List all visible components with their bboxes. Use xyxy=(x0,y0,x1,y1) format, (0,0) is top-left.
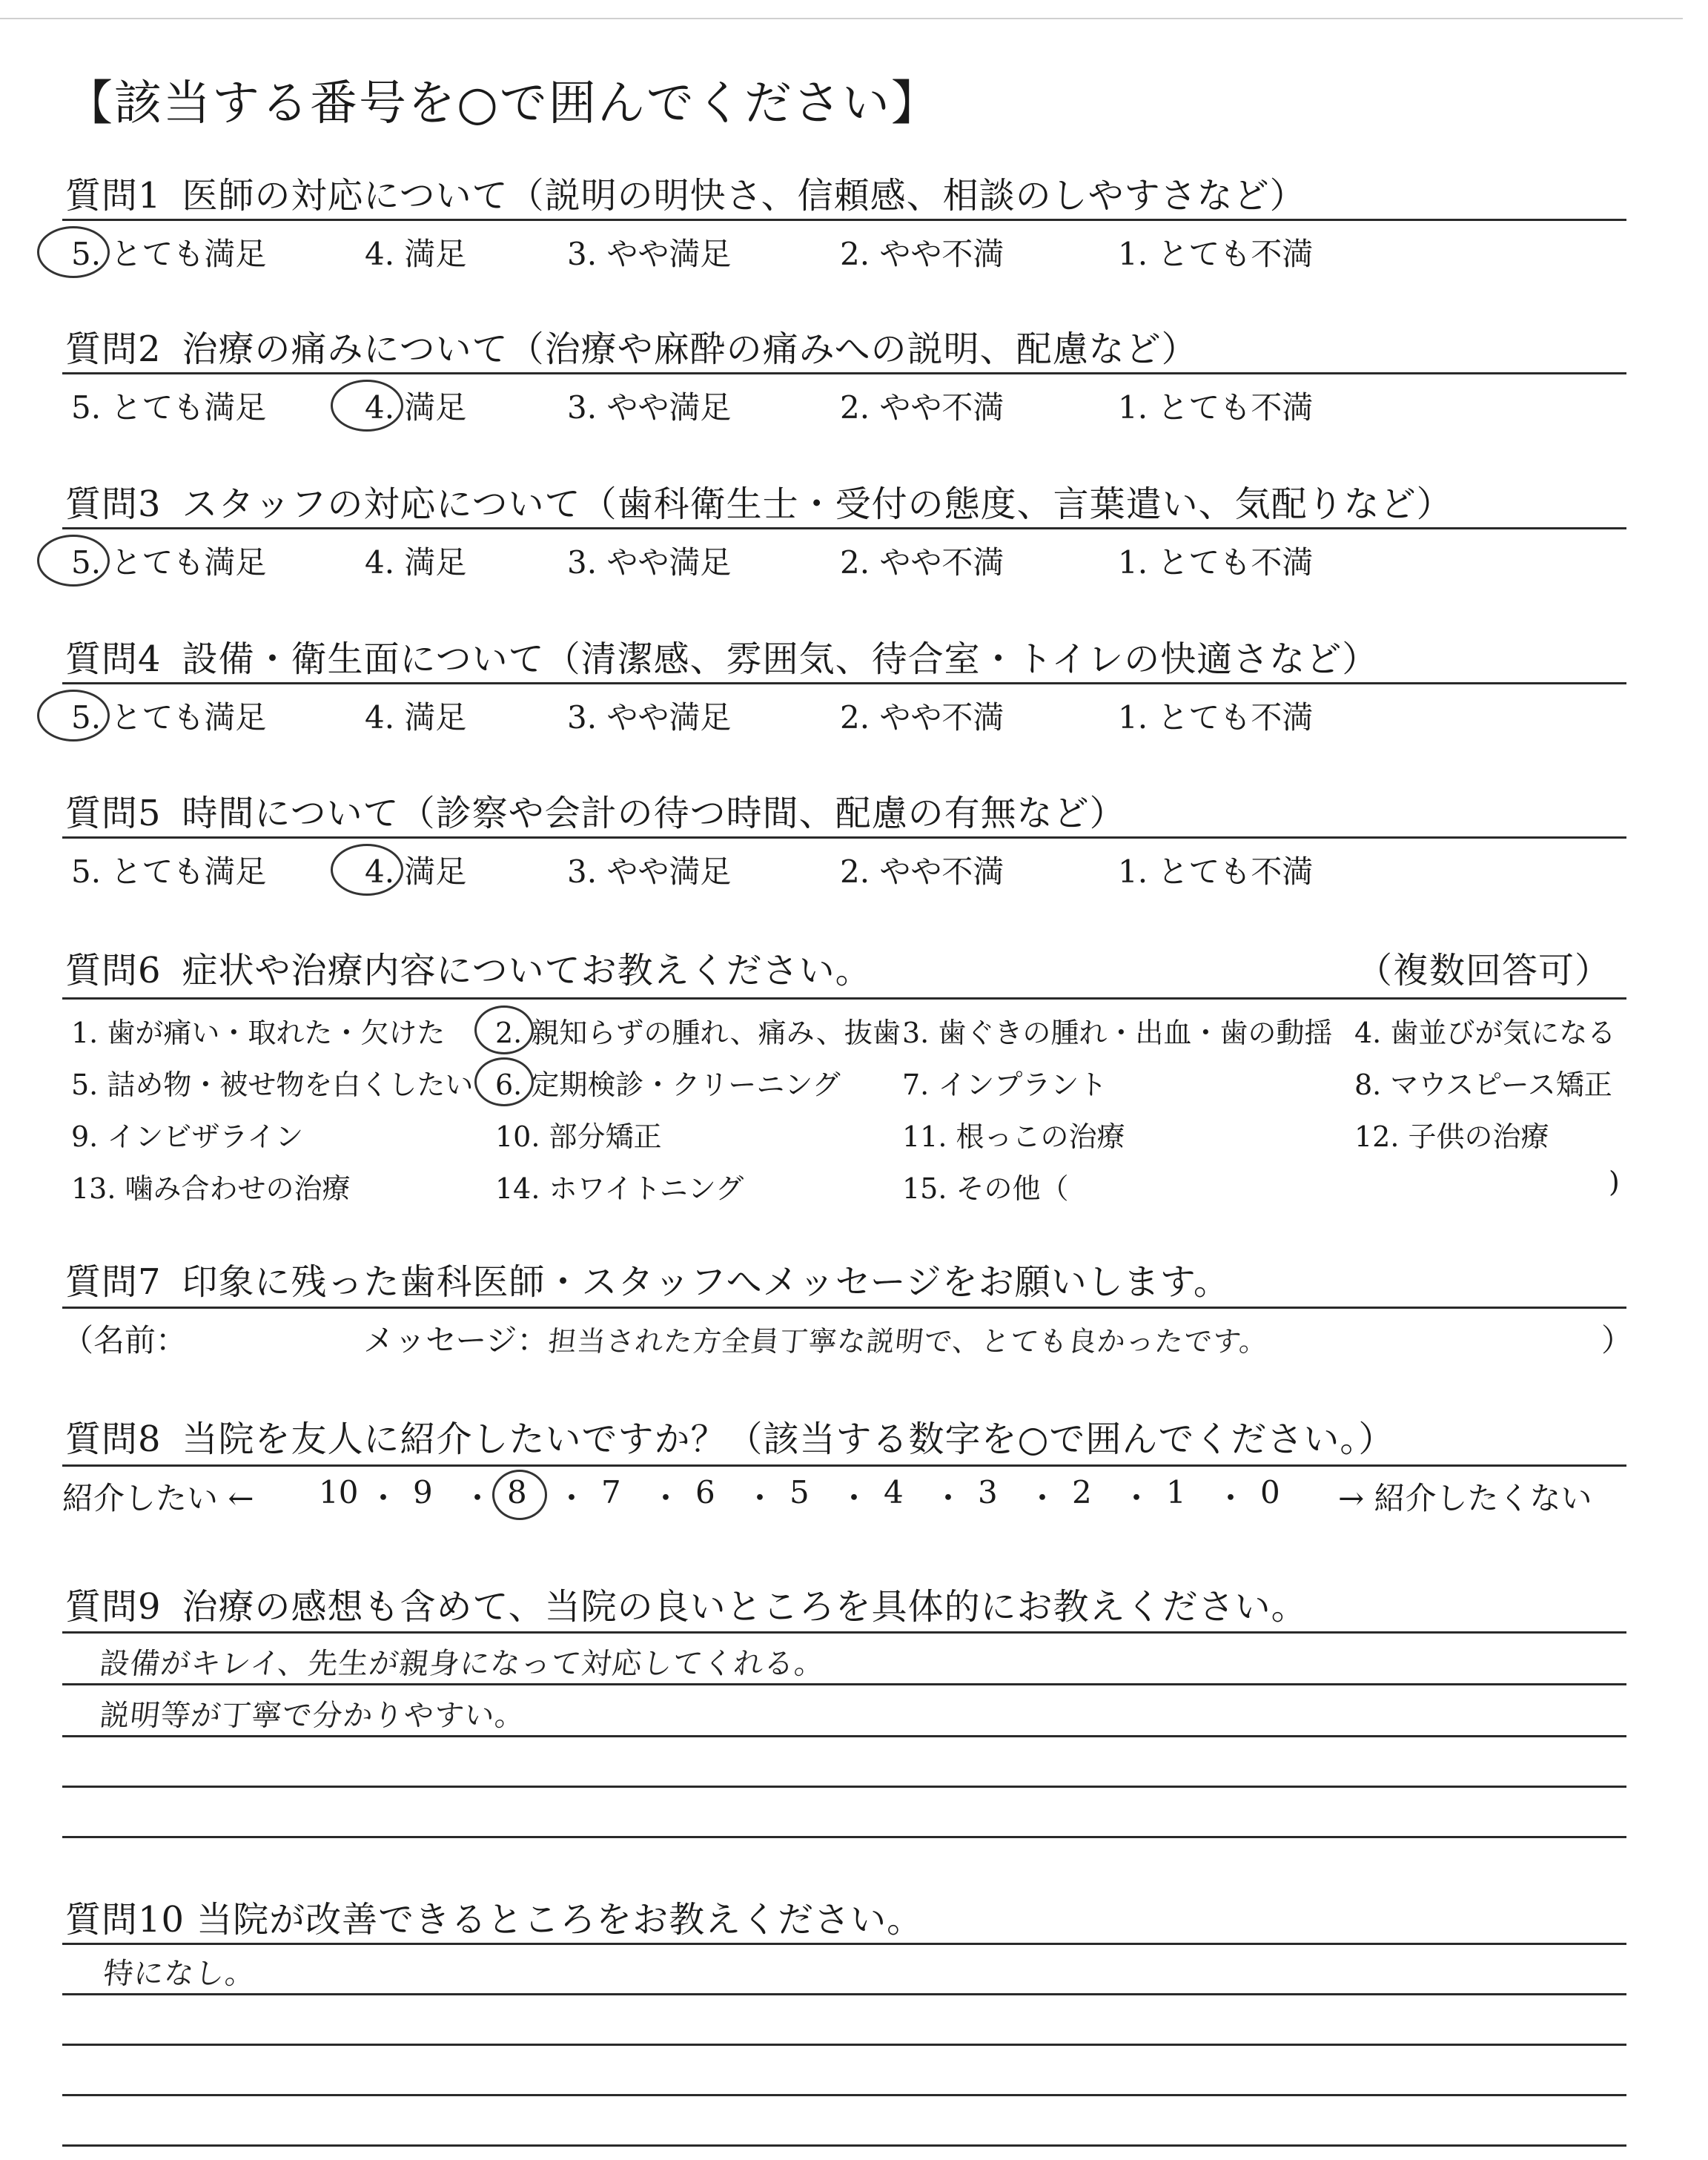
q6-option-14[interactable]: 14. ホワイトニング xyxy=(495,1172,744,1205)
q9-rule-3 xyxy=(62,1735,1626,1737)
q5-title xyxy=(65,785,1126,836)
q9-answer-1: 設備がキレイ、先生が親身になって対応してくれる。 xyxy=(98,1647,827,1681)
q8-scale-separator: ・ xyxy=(744,1480,776,1516)
q8-left-label: 紹介したい ← xyxy=(62,1480,254,1516)
q8-rule xyxy=(62,1464,1626,1467)
q4-option-4[interactable]: 4. 満足 xyxy=(365,699,467,736)
q10-rule-1 xyxy=(62,1943,1626,1945)
q1-rule xyxy=(62,219,1626,221)
q3-option-1[interactable]: 1. とても不満 xyxy=(1118,544,1314,581)
q8-scale-1[interactable]: 1 xyxy=(1166,1474,1186,1510)
q6-option-2[interactable]: 2. 親知らずの腫れ、痛み、抜歯 xyxy=(495,1017,901,1049)
q6-option-13[interactable]: 13. 噛み合わせの治療 xyxy=(71,1172,351,1205)
q4-title xyxy=(65,630,1378,681)
q6-option-5[interactable]: 5. 詰め物・被せ物を白くしたい xyxy=(71,1069,474,1101)
q5-option-5[interactable]: 5. とても満足 xyxy=(71,853,267,890)
q9-rule-4 xyxy=(62,1786,1626,1788)
q7-name-label: （名前： xyxy=(62,1322,188,1358)
q2-rule xyxy=(62,372,1626,374)
q4-option-3[interactable]: 3. やや満足 xyxy=(567,699,732,736)
q9-answer-2: 説明等が丁寧で分かりやすい。 xyxy=(98,1699,528,1733)
q1-option-4[interactable]: 4. 満足 xyxy=(365,236,467,272)
q8-scale-3[interactable]: 3 xyxy=(978,1474,998,1510)
q2-title xyxy=(65,320,1198,371)
q1-text: 医師の対応について（説明の明快さ、信頼感、相談のしやすさなど） xyxy=(182,175,1306,217)
q3-selection-circle xyxy=(37,535,110,587)
q7-title xyxy=(65,1253,1230,1304)
q3-option-5[interactable]: 5. とても満足 xyxy=(71,544,267,581)
q8-scale-10[interactable]: 10 xyxy=(319,1474,359,1510)
q8-scale-5[interactable]: 5 xyxy=(790,1474,810,1510)
q5-selection-circle xyxy=(331,844,403,896)
q5-option-2[interactable]: 2. やや不満 xyxy=(840,853,1004,890)
q3-option-3[interactable]: 3. やや満足 xyxy=(567,544,732,581)
q6-note: （複数回答可） xyxy=(1357,950,1612,991)
q7-text: 印象に残った歯科医師・スタッフへメッセージをお願いします。 xyxy=(182,1261,1230,1303)
q8-scale-separator: ・ xyxy=(650,1480,682,1516)
q3-number: 質問3 xyxy=(65,483,162,525)
q6-option-8[interactable]: 8. マウスピース矯正 xyxy=(1354,1069,1612,1101)
q8-right-label: → 紹介したくない xyxy=(1338,1480,1592,1516)
q1-number: 質問1 xyxy=(65,175,162,217)
q1-option-5[interactable]: 5. とても満足 xyxy=(71,236,267,272)
q6-rule xyxy=(62,997,1626,1000)
q8-scale-separator: ・ xyxy=(838,1480,870,1516)
q1-option-3[interactable]: 3. やや満足 xyxy=(567,236,732,272)
q5-rule xyxy=(62,836,1626,839)
q7-message-answer: 担当された方全員丁寧な説明で、とても良かったです。 xyxy=(546,1325,1271,1358)
form-header: 【該当する番号を○で囲んでください】 xyxy=(65,76,940,131)
q2-number: 質問2 xyxy=(65,328,162,370)
q8-text: 当院を友人に紹介したいですか？（該当する数字を○で囲んでください。） xyxy=(182,1418,1395,1460)
q6-option-6[interactable]: 6. 定期検診・クリーニング xyxy=(495,1069,841,1101)
q10-rule-2 xyxy=(62,1993,1626,1995)
q7-close-paren: ） xyxy=(1601,1322,1633,1358)
q8-scale-separator: ・ xyxy=(556,1480,588,1516)
q8-scale-separator: ・ xyxy=(368,1480,400,1516)
scan-edge-line xyxy=(0,18,1683,19)
q6-option-9[interactable]: 9. インビザライン xyxy=(71,1120,304,1153)
q6-other-close-paren: ) xyxy=(1609,1166,1620,1198)
q8-scale-0[interactable]: 0 xyxy=(1260,1474,1280,1510)
q8-scale-9[interactable]: 9 xyxy=(413,1474,433,1510)
q1-option-2[interactable]: 2. やや不満 xyxy=(840,236,1004,272)
q2-option-4[interactable]: 4. 満足 xyxy=(365,389,467,426)
q2-selection-circle xyxy=(331,380,403,432)
q6-option-12[interactable]: 12. 子供の治療 xyxy=(1354,1120,1549,1153)
q8-scale-separator: ・ xyxy=(1121,1480,1153,1516)
q6-selection-circle xyxy=(474,1057,534,1106)
q4-rule xyxy=(62,682,1626,684)
q8-scale-4[interactable]: 4 xyxy=(884,1474,904,1510)
q8-scale-2[interactable]: 2 xyxy=(1072,1474,1092,1510)
q4-number: 質問4 xyxy=(65,638,162,680)
q7-number: 質問7 xyxy=(65,1261,162,1303)
q6-option-7[interactable]: 7. インプラント xyxy=(902,1069,1108,1101)
q8-scale-7[interactable]: 7 xyxy=(601,1474,621,1510)
q10-rule-5 xyxy=(62,2144,1626,2147)
q8-number: 質問8 xyxy=(65,1418,162,1460)
q5-number: 質問5 xyxy=(65,793,162,834)
q1-title xyxy=(65,167,1306,218)
q8-scale-separator: ・ xyxy=(1027,1480,1059,1516)
q5-option-1[interactable]: 1. とても不満 xyxy=(1118,853,1314,890)
q4-option-2[interactable]: 2. やや不満 xyxy=(840,699,1004,736)
q5-option-4[interactable]: 4. 満足 xyxy=(365,853,467,890)
q9-rule-5 xyxy=(62,1836,1626,1838)
q6-text: 症状や治療内容についてお教えください。 xyxy=(182,950,872,991)
q9-number: 質問9 xyxy=(65,1586,162,1628)
q3-rule xyxy=(62,527,1626,529)
q8-selection-circle xyxy=(492,1470,547,1520)
q6-option-1[interactable]: 1. 歯が痛い・取れた・欠けた xyxy=(71,1017,446,1049)
q2-option-2[interactable]: 2. やや不満 xyxy=(840,389,1004,426)
q8-scale-separator: ・ xyxy=(462,1480,494,1516)
q8-scale-separator: ・ xyxy=(933,1480,964,1516)
q7-message-label: メッセージ： xyxy=(363,1322,549,1358)
q4-selection-circle xyxy=(37,690,110,742)
q6-option-4[interactable]: 4. 歯並びが気になる xyxy=(1354,1017,1616,1049)
q10-number: 質問10 xyxy=(65,1899,185,1941)
q9-rule-1 xyxy=(62,1631,1626,1634)
q6-option-11[interactable]: 11. 根っこの治療 xyxy=(902,1120,1125,1153)
q4-option-5[interactable]: 5. とても満足 xyxy=(71,699,267,736)
q8-title xyxy=(65,1410,1394,1462)
q6-option-10[interactable]: 10. 部分矯正 xyxy=(495,1120,662,1153)
q6-title xyxy=(65,942,872,993)
q1-selection-circle xyxy=(37,226,110,278)
q9-rule-2 xyxy=(62,1683,1626,1685)
q2-option-1[interactable]: 1. とても不満 xyxy=(1118,389,1314,426)
q10-rule-4 xyxy=(62,2094,1626,2096)
q10-answer-1: 特になし。 xyxy=(102,1957,258,1991)
q2-text: 治療の痛みについて（治療や麻酔の痛みへの説明、配慮など） xyxy=(182,328,1198,370)
q4-option-1[interactable]: 1. とても不満 xyxy=(1118,699,1314,736)
q5-option-3[interactable]: 3. やや満足 xyxy=(567,853,732,890)
q8-scale-8[interactable]: 8 xyxy=(507,1474,527,1510)
q2-option-3[interactable]: 3. やや満足 xyxy=(567,389,732,426)
q6-option-15[interactable]: 15. その他（ xyxy=(902,1172,1069,1205)
q5-text: 時間について（診察や会計の待つ時間、配慮の有無など） xyxy=(182,793,1126,834)
q6-number: 質問6 xyxy=(65,950,162,991)
q3-title xyxy=(65,475,1453,526)
q8-scale-6[interactable]: 6 xyxy=(695,1474,715,1510)
q3-text: スタッフの対応について（歯科衛生士・受付の態度、言葉遣い、気配りなど） xyxy=(182,483,1453,525)
q7-rule xyxy=(62,1307,1626,1309)
q8-scale-separator: ・ xyxy=(1215,1480,1247,1516)
q3-option-2[interactable]: 2. やや不満 xyxy=(840,544,1004,581)
q10-rule-3 xyxy=(62,2044,1626,2046)
q6-option-3[interactable]: 3. 歯ぐきの腫れ・出血・歯の動揺 xyxy=(902,1017,1333,1049)
q2-option-5[interactable]: 5. とても満足 xyxy=(71,389,267,426)
q4-text: 設備・衛生面について（清潔感、雰囲気、待合室・トイレの快適さなど） xyxy=(182,638,1379,680)
q10-title xyxy=(65,1891,923,1942)
q1-option-1[interactable]: 1. とても不満 xyxy=(1118,236,1314,272)
q3-option-4[interactable]: 4. 満足 xyxy=(365,544,467,581)
q9-text: 治療の感想も含めて、当院の良いところを具体的にお教えください。 xyxy=(182,1586,1308,1628)
q9-title xyxy=(65,1578,1308,1629)
q10-text: 当院が改善できるところをお教えください。 xyxy=(196,1899,924,1941)
q6-selection-circle xyxy=(474,1005,534,1054)
